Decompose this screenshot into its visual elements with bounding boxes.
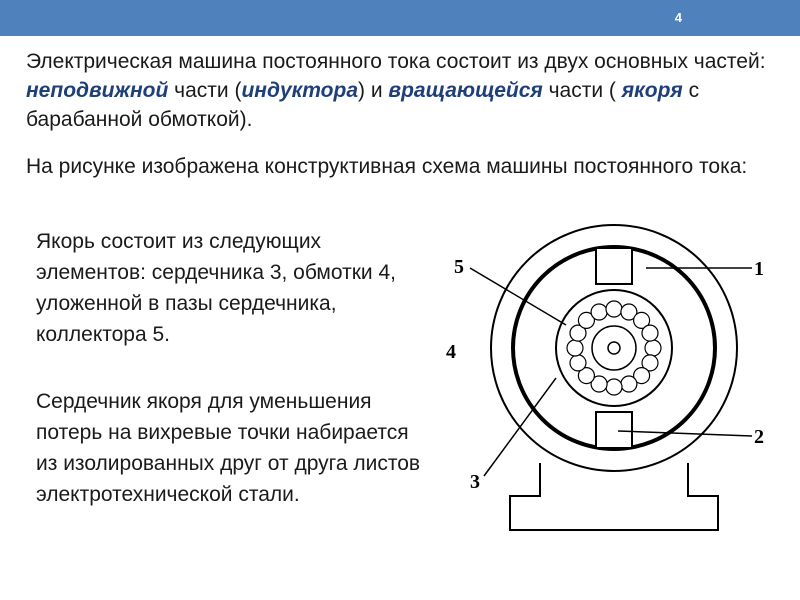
machine-base [510, 463, 718, 530]
winding-slot [645, 340, 661, 356]
winding-slot [591, 304, 607, 320]
slide-header-bar [0, 0, 800, 36]
label-1: 1 [754, 258, 764, 280]
figure-intro-paragraph: На рисунке изображена конструктивная схема машины постоянного тока: [26, 155, 748, 178]
main-pole-bottom [596, 412, 632, 447]
winding-slot [606, 379, 622, 395]
label-2: 2 [754, 426, 764, 448]
winding-slot [642, 325, 658, 341]
shaft [608, 342, 620, 354]
intro-text-4: части ( [542, 79, 622, 102]
intro-text-2: части ( [168, 79, 242, 102]
intro-highlight-stationary: неподвижной [26, 79, 169, 102]
label-5: 5 [454, 256, 464, 278]
armature-paragraph: Якорь состоит из следующих элементов: сердечника 3, обмотки 4, уложенной в пазы сердечника, коллектора 5. [36, 230, 396, 346]
winding-slot [567, 340, 583, 356]
main-pole-top [596, 249, 632, 284]
intro-highlight-rotating: вращающейся [388, 79, 543, 102]
core-paragraph: Сердечник якоря для уменьшения потерь на вихревые точки набирается из изолированных друг от друга листов электротехнической стали. [36, 390, 421, 506]
intro-text-3: ) и [358, 79, 389, 102]
label-4: 4 [446, 341, 456, 363]
winding-slot [621, 376, 637, 392]
intro-text-1: Электрическая машина постоянного тока состоит из двух основных частей: [26, 50, 766, 73]
intro-text-5: с барабанной обмоткой). [26, 79, 700, 131]
intro-paragraph [26, 47, 776, 134]
intro-highlight-armature: якоря [621, 79, 683, 102]
label-3: 3 [470, 471, 480, 493]
slide-number: 4 [674, 10, 682, 25]
intro-highlight-inductor: индуктора [241, 79, 359, 102]
dc-machine-diagram [440, 218, 780, 538]
winding-slot [606, 301, 622, 317]
winding-slot [570, 355, 586, 371]
